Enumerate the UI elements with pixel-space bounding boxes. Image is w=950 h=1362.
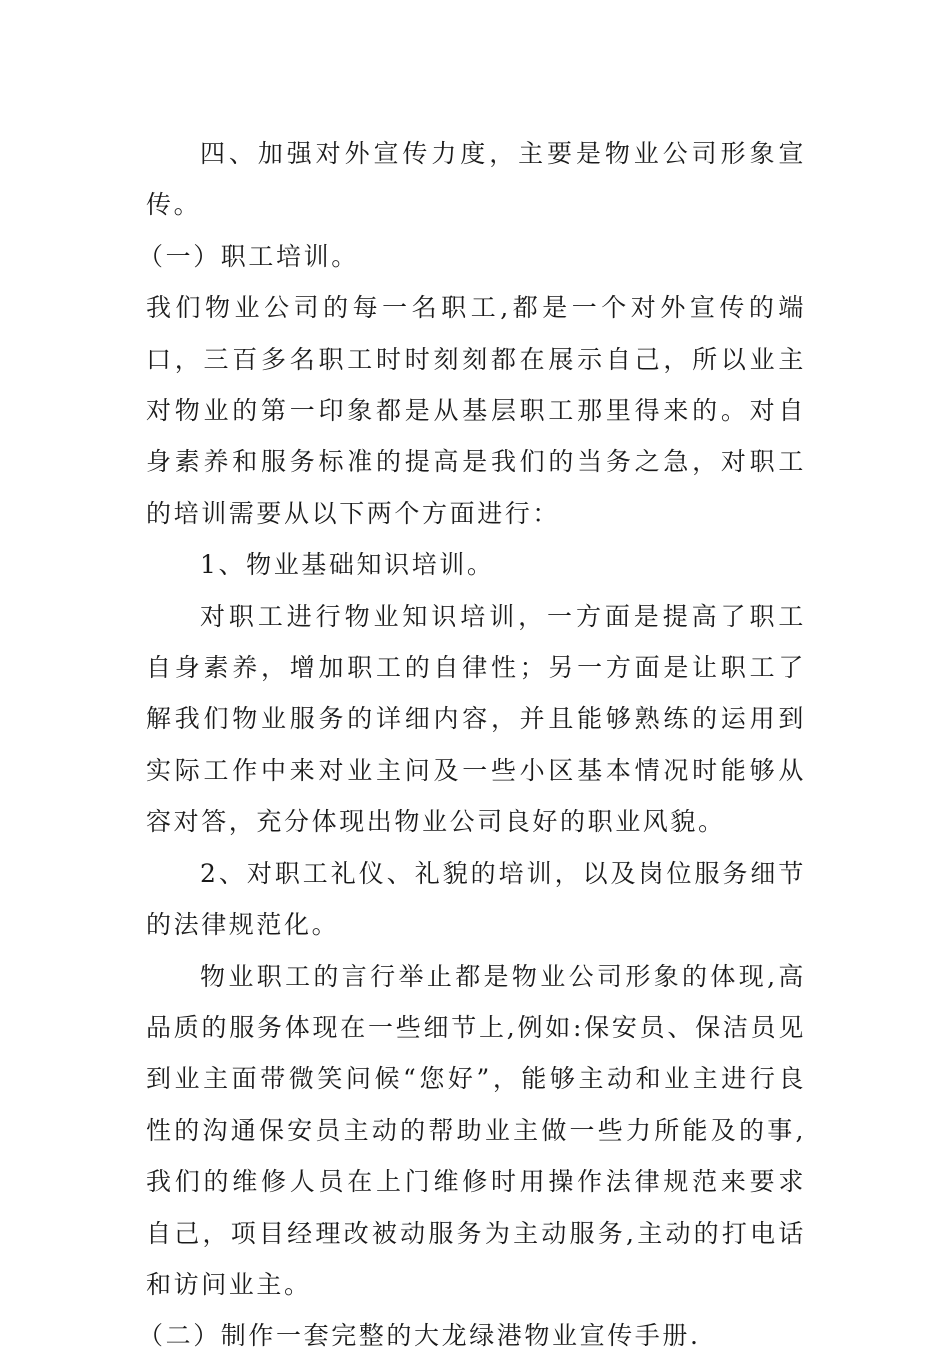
- item-two-heading: 2、对职工礼仪、礼貌的培训，以及岗位服务细节的法律规范化。: [146, 858, 806, 940]
- para-staff-intro: 我们物业公司的每一名职工,都是一个对外宣传的端口，三百多名职工时时刻刻都在展示自己，所以业主对物业的第一印象都是从基层职工那里得来的。对自身素养和服务标准的提高是我们的当务之急，对职工的培训需要从以下两个方面进行：: [146, 293, 806, 528]
- document-body: [138, 128, 806, 1362]
- item-one-heading: 1、物业基础知识培训。: [200, 550, 495, 580]
- section-four-heading: 四、加强对外宣传力度，主要是物业公司形象宣传。: [146, 139, 806, 220]
- sub-two-heading: （二）制作一套完整的大龙绿港物业宣传手册.: [138, 1321, 701, 1351]
- para-etiquette-training: 物业职工的言行举止都是物业公司形象的体现,高品质的服务体现在一些细节上,例如:保安员、保洁员见到业主面带微笑问候“您好”，能够主动和业主进行良性的沟通保安员主动的帮助业主做一些力所能及的事,我们的维修人员在上门维修时用操作法律规范来要求自己，项目经理改被动服务为主动服务,主动的打电话和访问业主。: [146, 961, 806, 1299]
- para-knowledge-training: 对职工进行物业知识培训，一方面是提高了职工自身素养，增加职工的自律性；另一方面是让职工了解我们物业服务的详细内容，并且能够熟练的运用到实际工作中来对业主问及一些小区基本情况时能够从容对答，充分体现出物业公司良好的职业风貌。: [146, 601, 806, 837]
- sub-one-heading: （一）职工培训。: [138, 241, 359, 271]
